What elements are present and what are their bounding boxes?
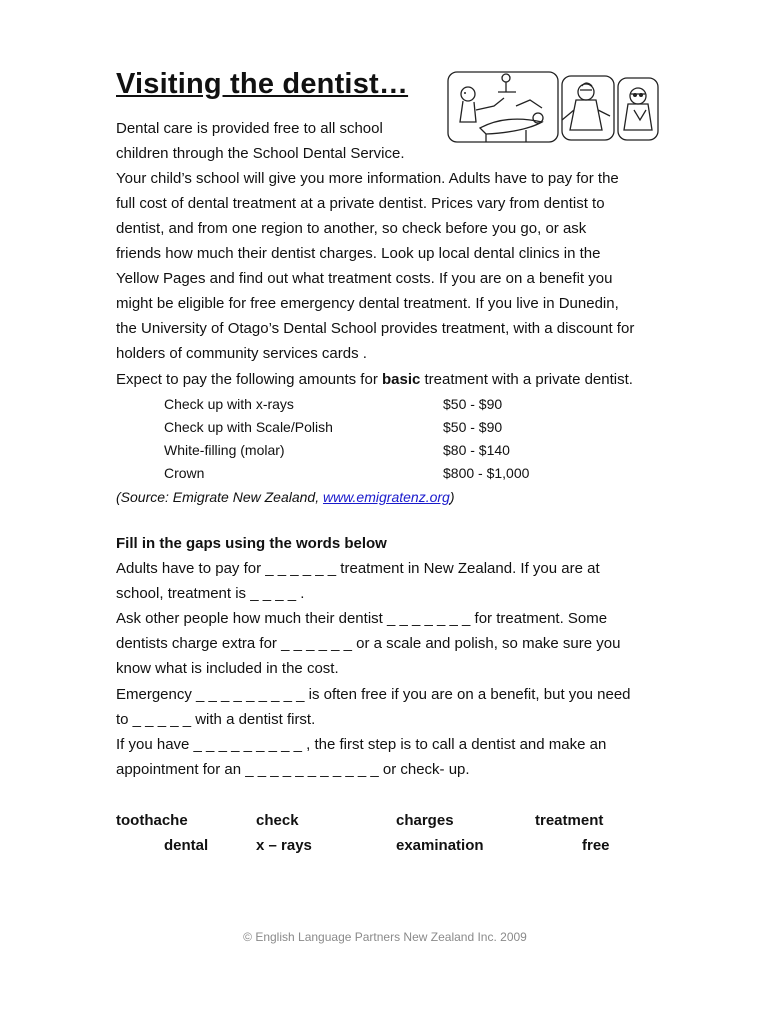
intro-line: holders of community services cards . xyxy=(116,345,367,362)
source-suffix: ) xyxy=(449,489,455,505)
word-bank-item: x – rays xyxy=(256,837,312,854)
copyright-footer: © English Language Partners New Zealand Inc. 2009 xyxy=(243,930,527,944)
price-value: $50 - $90 xyxy=(443,419,503,435)
price-item: Check up with Scale/Polish xyxy=(164,419,333,435)
page-title: Visiting the dentist… xyxy=(116,68,409,100)
exercise-line: Adults have to pay for _ _ _ _ _ _ treatment in New Zealand. If you are at xyxy=(116,560,600,577)
exercise-line: Emergency _ _ _ _ _ _ _ _ _ is often free if you are on a benefit, but you need xyxy=(116,686,631,703)
intro-line: Your child’s school will give you more information. Adults have to pay for the xyxy=(116,170,619,187)
intro-line: the University of Otago’s Dental School provides treatment, with a discount for xyxy=(116,320,635,337)
source-prefix: (Source: Emigrate New Zealand, xyxy=(116,489,323,505)
word-bank-item: check xyxy=(256,812,299,829)
price-row xyxy=(164,419,584,436)
intro-line: full cost of dental treatment at a private dentist. Prices vary from dentist to xyxy=(116,195,605,212)
intro-line: friends how much their dentist charges. Look up local dental clinics in the xyxy=(116,245,601,262)
intro-line: children through the School Dental Service. xyxy=(116,145,405,162)
intro-line: dentist, and from one region to another, so check before you go, or ask xyxy=(116,220,587,237)
price-item: White-filling (molar) xyxy=(164,442,285,458)
source-citation xyxy=(116,488,454,506)
intro-line: might be eligible for free emergency dental treatment. If you live in Dunedin, xyxy=(116,295,619,312)
price-row xyxy=(164,465,584,482)
exercise-line: Ask other people how much their dentist _ _ _ _ _ _ _ for treatment. Some xyxy=(116,610,608,627)
intro-line: Yellow Pages and find out what treatment costs. If you are on a benefit you xyxy=(116,270,613,287)
expect-before: Expect to pay the following amounts for xyxy=(116,371,382,388)
exercise-line: If you have _ _ _ _ _ _ _ _ _ , the first step is to call a dentist and make an xyxy=(116,736,607,753)
price-value: $800 - $1,000 xyxy=(443,465,530,481)
word-bank-item: examination xyxy=(396,837,484,854)
word-bank-item: dental xyxy=(164,837,209,854)
dentist-illustration xyxy=(446,70,660,146)
price-value: $80 - $140 xyxy=(443,442,510,458)
expect-bold: basic xyxy=(381,371,421,388)
exercise-line: to _ _ _ _ _ with a dentist first. xyxy=(116,711,316,728)
price-item: Check up with x-rays xyxy=(164,396,294,412)
exercise-line: appointment for an _ _ _ _ _ _ _ _ _ _ _ or check- up. xyxy=(116,761,470,778)
expect-after: treatment with a private dentist. xyxy=(420,371,633,388)
price-row xyxy=(164,442,584,459)
exercise-heading: Fill in the gaps using the words below xyxy=(116,535,387,552)
word-bank-item: charges xyxy=(396,812,454,829)
expect-line xyxy=(116,371,633,389)
intro-line: Dental care is provided free to all school xyxy=(116,120,383,137)
price-row xyxy=(164,396,584,413)
exercise-line: school, treatment is _ _ _ _ . xyxy=(116,585,305,602)
word-bank-item: toothache xyxy=(116,812,188,829)
exercise-line: know what is included in the cost. xyxy=(116,660,339,677)
word-bank-item: free xyxy=(582,837,610,854)
word-bank-item: treatment xyxy=(535,812,604,829)
source-link[interactable]: www.emigratenz.org xyxy=(322,489,450,505)
exercise-line: dentists charge extra for _ _ _ _ _ _ or a scale and polish, so make sure you xyxy=(116,635,621,652)
price-item: Crown xyxy=(164,465,205,481)
price-value: $50 - $90 xyxy=(443,396,503,412)
